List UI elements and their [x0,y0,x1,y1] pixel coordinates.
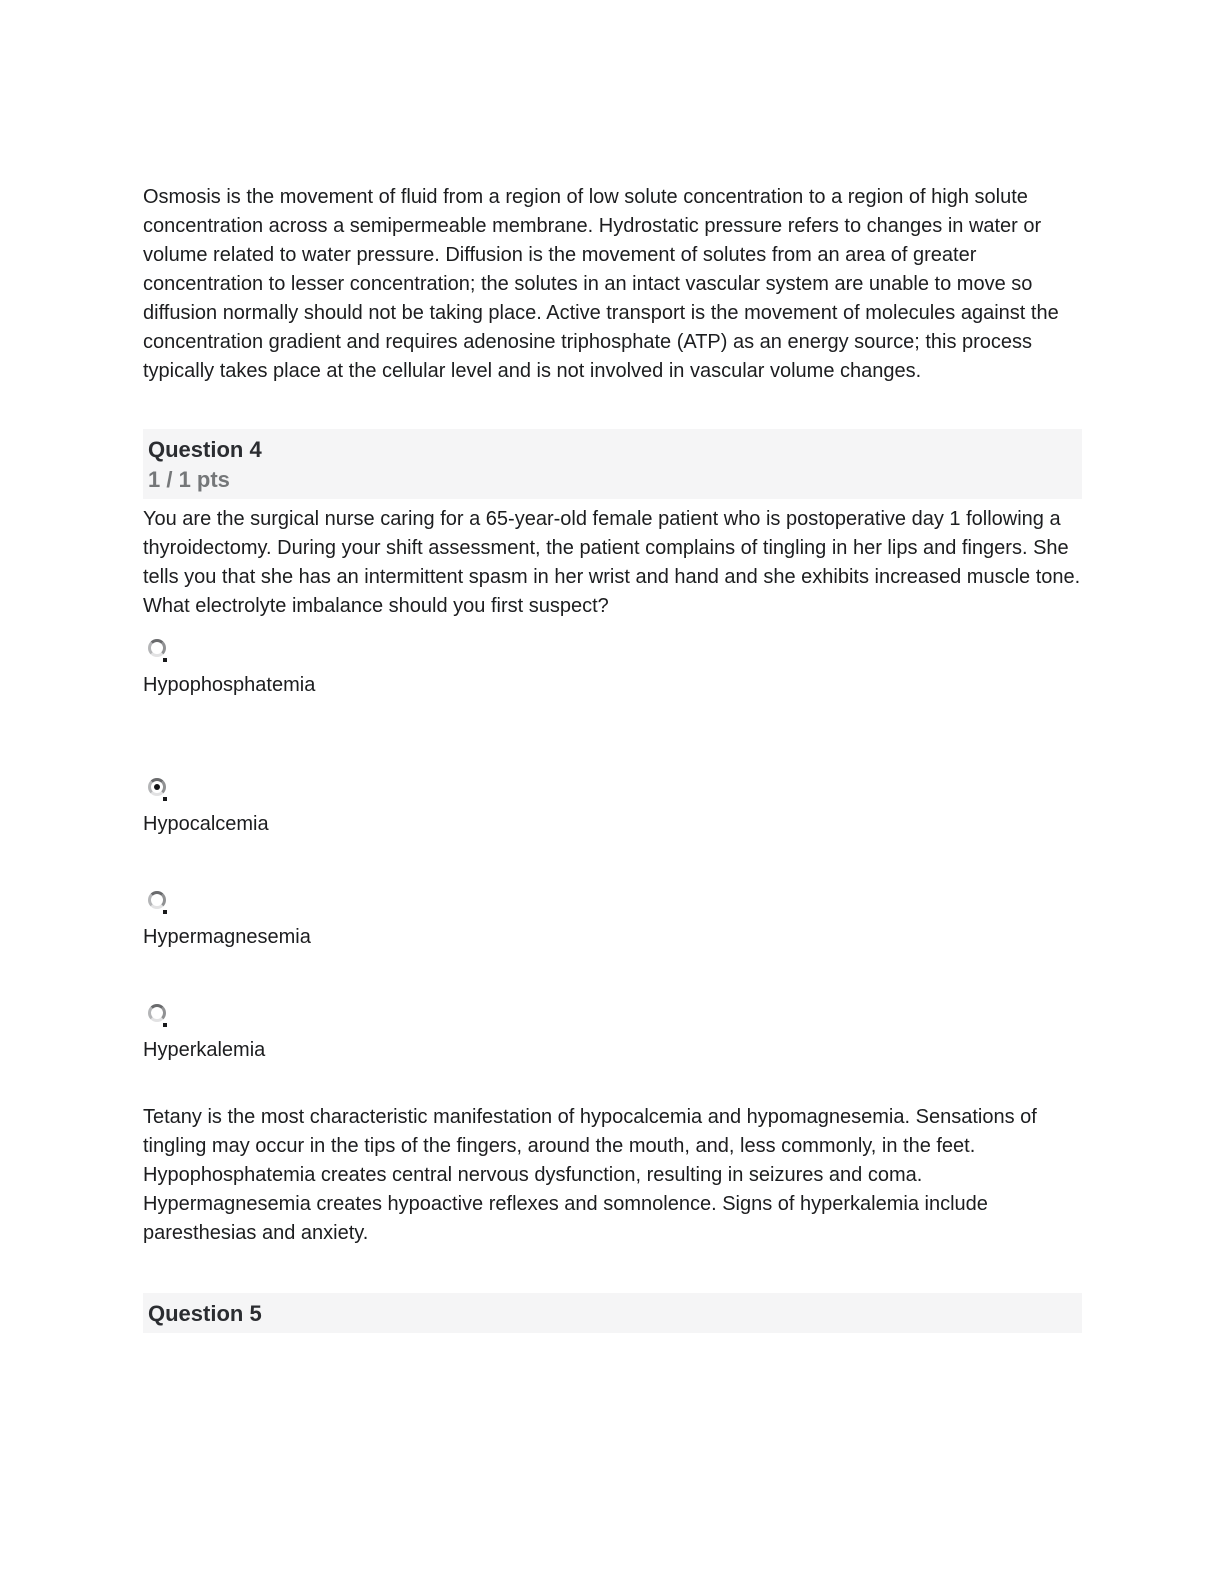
question5-title: Question 5 [148,1301,262,1326]
radio-button-icon[interactable] [148,1004,166,1022]
option-label: Hyperkalemia [143,1039,266,1061]
option-label: Hypocalcemia [143,813,269,835]
question4-text: You are the surgical nurse caring for a 65-year-old female patient who is postoperative day 1 following a thyroidectomy. During your shift assessment, the patient complains of tingling in her lips and fingers. She tells you that she has an intermittent spasm in her wrist and hand and she exhibits increased muscle tone. What electrolyte imbalance should you first suspect? [143,508,1081,617]
question4-points: 1 / 1 pts [148,467,230,492]
rationale-paragraph: Osmosis is the movement of fluid from a region of low solute concentration to a region of high solute concentration across a semipermeable membrane. Hydrostatic pressure refers to changes in water or volume related to water pressure. Diffusion is the movement of solutes from an area of greater concentration to lesser concentration; the solutes in an intact vascular system are unable to move so diffusion normally should not be taking place. Active transport is the movement of molecules against the concentration gradient and requires adenosine triphosphate (ATP) as an energy source; this process typically takes place at the cellular level and is not involved in vascular volume changes. [143,186,1059,382]
question4-title: Question 4 [148,437,262,462]
option-label: Hypermagnesemia [143,926,311,948]
radio-button-icon[interactable] [148,639,166,657]
radio-button-icon[interactable] [148,891,166,909]
option-hypermagnesemia [143,891,1082,952]
radio-button-selected-icon[interactable] [148,778,166,796]
option-hyperkalemia [143,1004,1082,1065]
option-hypocalcemia [143,778,1082,839]
question4-options [143,639,1082,1065]
option-label: Hypophosphatemia [143,674,316,696]
answer-explanation: Tetany is the most characteristic manifestation of hypocalcemia and hypomagnesemia. Sensations of tingling may occur in the tips of the fingers, around the mouth, and, less commonly, in the feet. Hypophosphatemia creates central nervous dysfunction, resulting in seizures and coma. Hypermagnesemia creates hypoactive reflexes and somnolence. Signs of hyperkalemia include paresthesias and anxiety. [143,1106,1037,1244]
option-hypophosphatemia [143,639,1082,700]
question5-header [143,1293,1082,1333]
question4-header [143,429,1082,499]
